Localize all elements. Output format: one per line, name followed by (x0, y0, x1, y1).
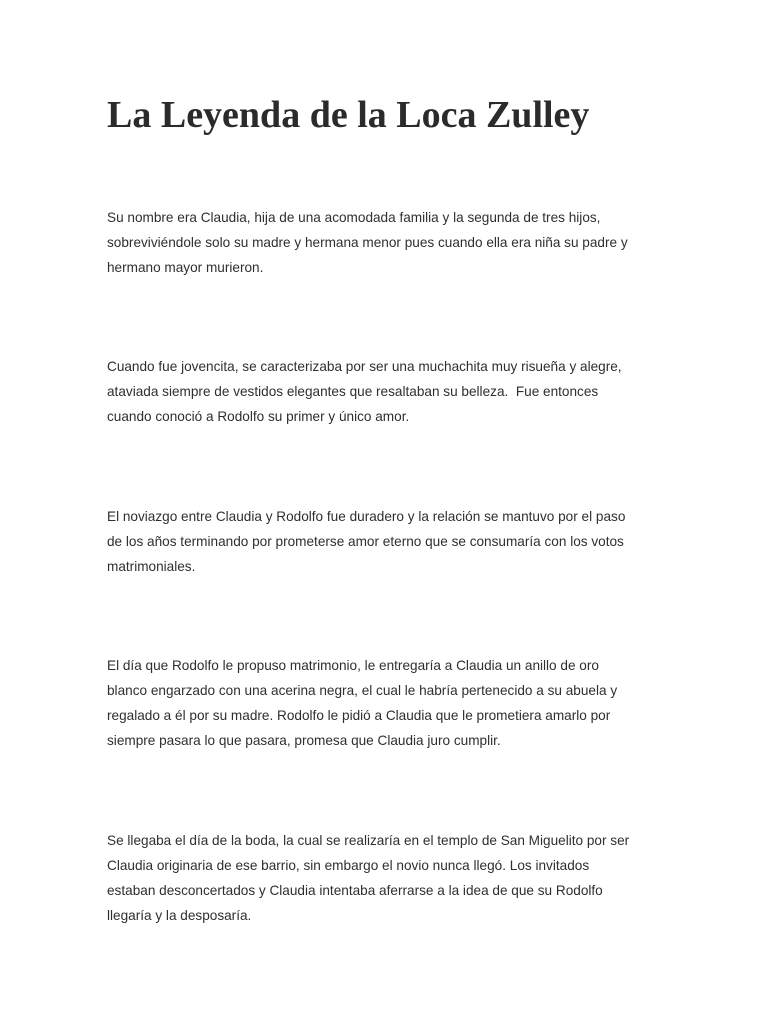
paragraph-line: blanco engarzado con una acerina negra, el cual le habría pertenecido a su abuela y (107, 683, 618, 698)
paragraph-line: siempre pasara lo que pasara, promesa que Claudia juro cumplir. (107, 733, 501, 748)
paragraph-line: regalado a él por su madre. Rodolfo le pidió a Claudia que le prometiera amarlo por (107, 708, 611, 723)
paragraph-5 (107, 828, 667, 928)
paragraph-line: El día que Rodolfo le propuso matrimonio, le entregaría a Claudia un anillo de oro (107, 658, 599, 673)
paragraph-4 (107, 653, 667, 753)
paragraph-line: hermano mayor murieron. (107, 260, 264, 275)
paragraph-line: ataviada siempre de vestidos elegantes que resaltaban su belleza. Fue entonces (107, 384, 599, 399)
paragraph-line: Su nombre era Claudia, hija de una acomodada familia y la segunda de tres hijos, (107, 210, 601, 225)
document-title: La Leyenda de la Loca Zulley (107, 94, 590, 136)
paragraph-line: matrimoniales. (107, 559, 196, 574)
paragraph-2 (107, 354, 667, 429)
paragraph-line: sobreviviéndole solo su madre y hermana menor pues cuando ella era niña su padre y (107, 235, 628, 250)
paragraph-line: Cuando fue jovencita, se caracterizaba por ser una muchachita muy risueña y alegre, (107, 359, 622, 374)
paragraph-line: de los años terminando por prometerse amor eterno que se consumaría con los votos (107, 534, 624, 549)
paragraph-line: llegaría y la desposaría. (107, 908, 252, 923)
paragraph-line: Claudia originaria de ese barrio, sin embargo el novio nunca llegó. Los invitados (107, 858, 590, 873)
paragraph-line: cuando conoció a Rodolfo su primer y único amor. (107, 409, 410, 424)
paragraph-1 (107, 205, 667, 280)
paragraph-line: Se llegaba el día de la boda, la cual se realizaría en el templo de San Miguelito por ser (107, 833, 630, 848)
paragraph-line: El noviazgo entre Claudia y Rodolfo fue duradero y la relación se mantuvo por el paso (107, 509, 626, 524)
paragraph-line: estaban desconcertados y Claudia intentaba aferrarse a la idea de que su Rodolfo (107, 883, 603, 898)
paragraph-3 (107, 504, 667, 579)
